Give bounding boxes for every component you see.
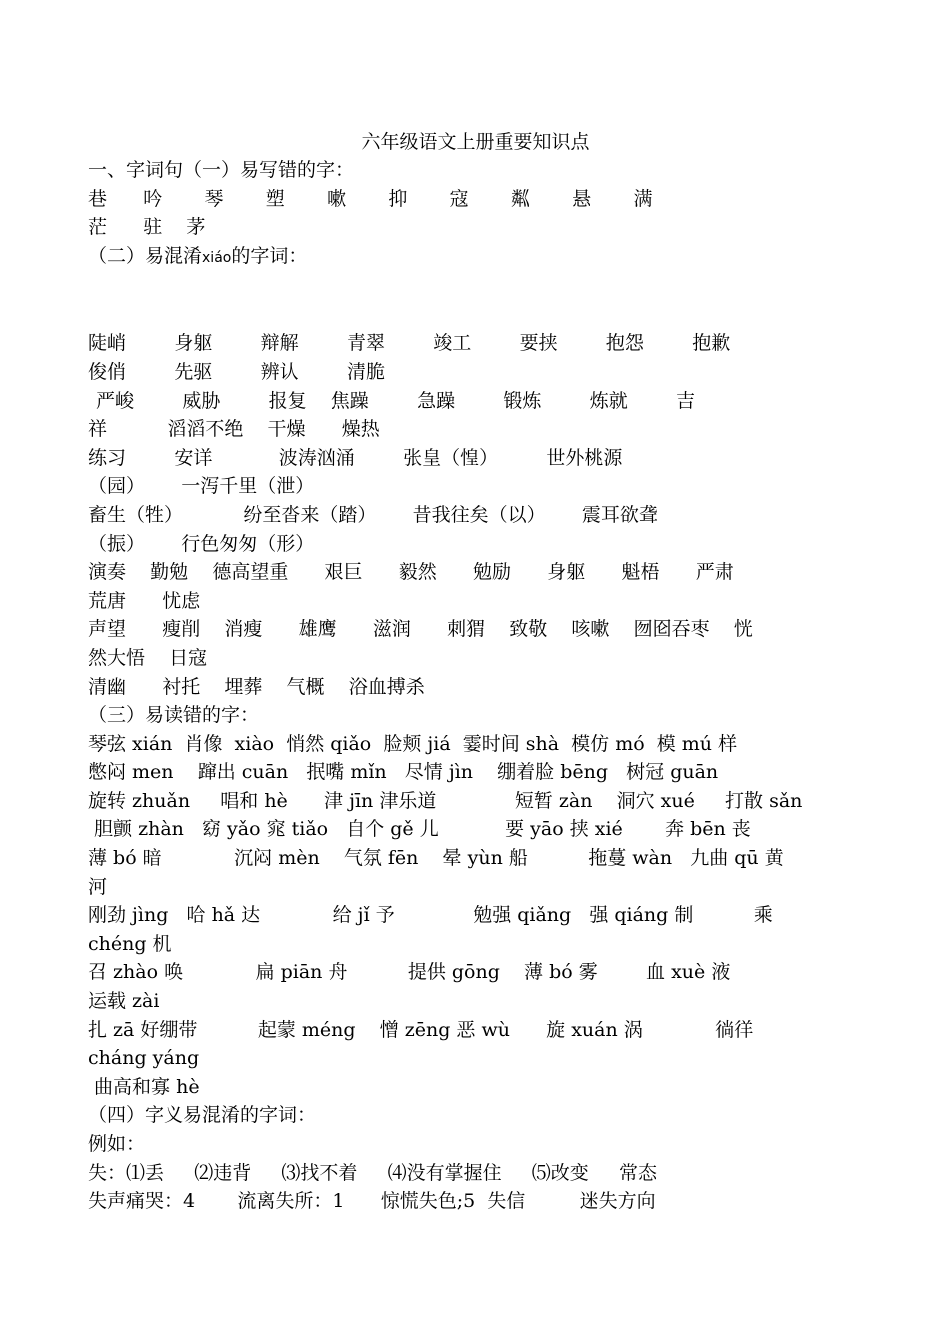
blank-space [88, 272, 863, 329]
word-line: 祥 滔滔不绝 干燥 燥热 [88, 418, 380, 441]
section-3-word-list [88, 730, 863, 1102]
section-1-heading: 一、字词句（一）易写错的字： [88, 159, 355, 181]
meaning-line: 失声痛哭：4 流离失所：1 惊慌失色;5 失信 迷失方向 [88, 1190, 656, 1213]
pinyin-line: 胆颤 zhàn 窈 yǎo 窕 tiǎo 自个 gě 儿 要 yāo 挟 xié 奔 bēn 丧 [88, 818, 751, 841]
word-line: 声望 瘦削 消瘦 雄鹰 滋润 刺猬 致敬 咳嗽 囫囵吞枣 恍 [88, 618, 753, 641]
pinyin-line: 薄 bó 暗 沉闷 mèn 气氛 fēn 晕 yùn 船 拖蔓 wàn 九曲 qū 黄 [88, 847, 784, 870]
section-2-heading-text: （二）易混淆 [88, 244, 203, 267]
word-line: （园） 一泻千里（泄） [88, 475, 315, 498]
pinyin-line: 曲高和寡 hè [88, 1075, 200, 1098]
word-line: 陡峭 身躯 辩解 青翠 竣工 要挟 抱怨 抱歉 [88, 332, 731, 355]
pinyin-line: 运载 zài [88, 990, 160, 1013]
pinyin-line: cháng yáng [88, 1047, 200, 1070]
document-title: 六年级语文上册重要知识点 [361, 131, 590, 153]
word-line: （振） 行色匆匆（形） [88, 532, 315, 555]
word-line: 荒唐 忧虑 [88, 589, 201, 612]
section-2-word-list [88, 329, 863, 701]
word-line: 练习 安详 波涛汹涌 张皇（惶） 世外桃源 [88, 446, 623, 469]
pinyin-line: chéng 机 [88, 932, 172, 955]
section-1-line: 巷 吟 琴 塑 嗽 抑 寇 粼 悬 满 [88, 187, 653, 210]
pinyin-line: 憋闷 men 蹿出 cuān 抿嘴 mǐn 尽情 jìn 绷着脸 bēng 树冠 guān [88, 761, 719, 784]
pinyin-line: 旋转 zhuǎn 唱和 hè 津 jīn 津乐道 短暂 zàn 洞穴 xué 打散 sǎn [88, 789, 803, 812]
word-line: 俊俏 先驱 辨认 清脆 [88, 360, 385, 383]
pinyin-line: 召 zhào 唤 扁 piān 舟 提供 gōng 薄 bó 雾 血 xuè 液 [88, 961, 731, 984]
word-line: 演奏 勤勉 德高望重 艰巨 毅然 勉励 身躯 魁梧 严肃 [88, 561, 734, 584]
section-4-heading: （四）字义易混淆的字词： [88, 1104, 317, 1127]
section-2-heading-pinyin: xiáo [202, 249, 232, 266]
document-body [88, 128, 863, 1216]
section-1-line: 茫 驻 茅 [88, 216, 206, 239]
meaning-line: 失：⑴丢 ⑵违背 ⑶找不着 ⑷没有掌握住 ⑸改变 常态 [88, 1161, 657, 1184]
pinyin-line: 琴弦 xián 肖像 xiào 悄然 qiǎo 脸颊 jiá 霎时间 shà 模仿 mó 模 mú 样 [88, 732, 738, 755]
word-line: 严峻 威胁 报复 焦躁 急躁 锻炼 炼就 吉 [96, 389, 696, 412]
pinyin-line: 扎 zā 好绷带 起蒙 méng 憎 zēng 恶 wù 旋 xuán 涡 徜徉 [88, 1018, 754, 1041]
word-line: 然大悟 日寇 [88, 646, 208, 669]
example-label: 例如： [88, 1133, 146, 1155]
section-3-heading: （三）易读错的字： [88, 704, 260, 727]
pinyin-line: 河 [88, 875, 108, 898]
section-2-heading [88, 242, 863, 273]
word-line: 畜生（牲） 纷至沓来（踏） 昔我往矣（以） 震耳欲聋 [88, 503, 658, 526]
section-2-heading-text: 的字词： [231, 244, 308, 267]
pinyin-line: 刚劲 jìng 哈 hǎ 达 给 jǐ 予 勉强 qiǎng 强 qiáng 制 乘 [88, 904, 773, 927]
word-line: 清幽 衬托 埋葬 气概 浴血搏杀 [88, 675, 425, 698]
